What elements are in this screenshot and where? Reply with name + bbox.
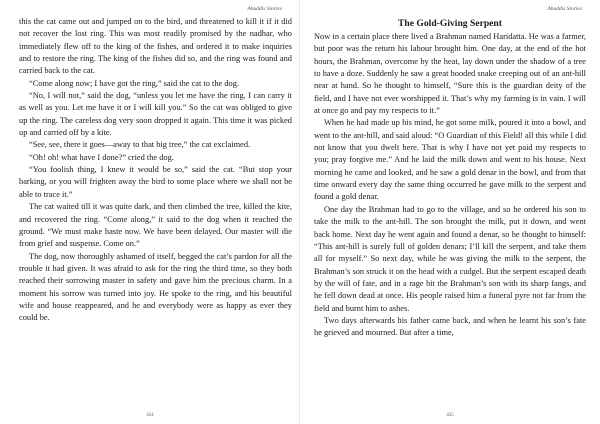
paragraph: Two days afterwards his father came back, and when he learnt his son’s fate he grieved and mourned. But after a time,: [314, 315, 586, 338]
right-page: [300, 0, 600, 424]
paragraph: One day the Brahman had to go to the village, and so he ordered his son to take the milk to the ant-hill. The son brought the milk, put it down, and went back home. Next day he went again and found a denar, so he thought to himself: “This ant-hill is surely full of golden denars; I’ll kill the serpent, and take them all for myself.” So next day, while he was giving the milk to the serpent, the Brahman’s son struck it on the head with a cudgel. But the serpent escaped death by the will of fate, and in a rage bit the Brahman’s son with its sharp fangs, and he fell down dead at once. His people raised him a funeral pyre not far from the field and burnt him to ashes.: [314, 204, 586, 313]
paragraph: “No, I will not,” said the dog, “unless you let me have the ring. I can carry it as well as you. Let me have it or I will kill you.” So the cat was obliged to give up the ring. The careless dog very soon dropped it again. This time it was picked up and carried off by a kite.: [19, 91, 292, 138]
page-number-left: 434: [146, 413, 154, 418]
right-page-body: [314, 31, 586, 340]
left-page-body: [19, 16, 292, 325]
page-number-right: 435: [446, 413, 454, 418]
paragraph: Now in a certain place there lived a Brahman named Haridatta. He was a farmer, but poor was the return his labour brought him. One day, at the end of the hot hours, the Brahman, overcome by the heat, lay down under the shadow of a tree to have a doze. Suddenly he saw a great hooded snake creeping out of an ant-hill near at hand. So he thought to himself, “Sure this is the guardian deity of the field, and I have not ever worshipped it. That’s why my farming is in vain. I will at once go and pay my respects to it.”: [314, 32, 586, 116]
paragraph: The cat waited till it was quite dark, and then climbed the tree, killed the kite, and recovered the ring. “Come along,” it said to the dog when it reached the ground. “We must make haste now. We have been delayed. Our master will die from grief and suspense. Come on.”: [19, 202, 292, 249]
paragraph: “You foolish thing, I knew it would be so,” said the cat. “But stop your barking, or you will frighten away the bird to some place where we shall not be able to trace it.”: [19, 165, 292, 199]
running-head-left: Abuddis Stories: [247, 6, 282, 12]
chapter-title: The Gold-Giving Serpent: [398, 18, 502, 29]
paragraph: “See, see, there it goes—away to that big tree,” the cat exclaimed.: [29, 140, 251, 150]
paragraph: this the cat came out and jumped on to the bird, and threatened to kill it if it did not recover the lost ring. This was most readily promised by the nadhar, who immediately flew off to the king of the fishes, and ordered it to make inquiries and to restore the ring. The king of the fishes did so, and the ring was found and carried back to the cat.: [19, 17, 292, 76]
paragraph: “Oh! oh! what have I done?” cried the dog.: [29, 152, 174, 162]
paragraph: The dog, now thoroughly ashamed of itself, begged the cat’s pardon for all the trouble it had given. It was afraid to ask for the ring the third time, so they both reached their sorrowing master in safety and gave him the precious charm. In a moment his sorrow was turned into joy. He spoke to the ring, and his beautiful wife and house reappeared, and he and everybody were as happy as ever they could be.: [19, 251, 292, 323]
paragraph: “Come along now; I have got the ring,” said the cat to the dog.: [29, 78, 240, 88]
paragraph: When he had made up his mind, he got some milk, poured it into a bowl, and went to the ant-hill, and said aloud: “O Guardian of this Field! all this while I did not know that you dwelt here. That is why I have not yet paid my respects to you; pray forgive me.” And he laid the milk down and went to his house. Next morning he came and looked, and he saw a gold denar in the bowl, and from that time onward every day the same thing occurred he gave milk to the serpent and found a gold denar.: [314, 118, 586, 202]
running-head-right: Abuddis Stories: [547, 6, 582, 12]
